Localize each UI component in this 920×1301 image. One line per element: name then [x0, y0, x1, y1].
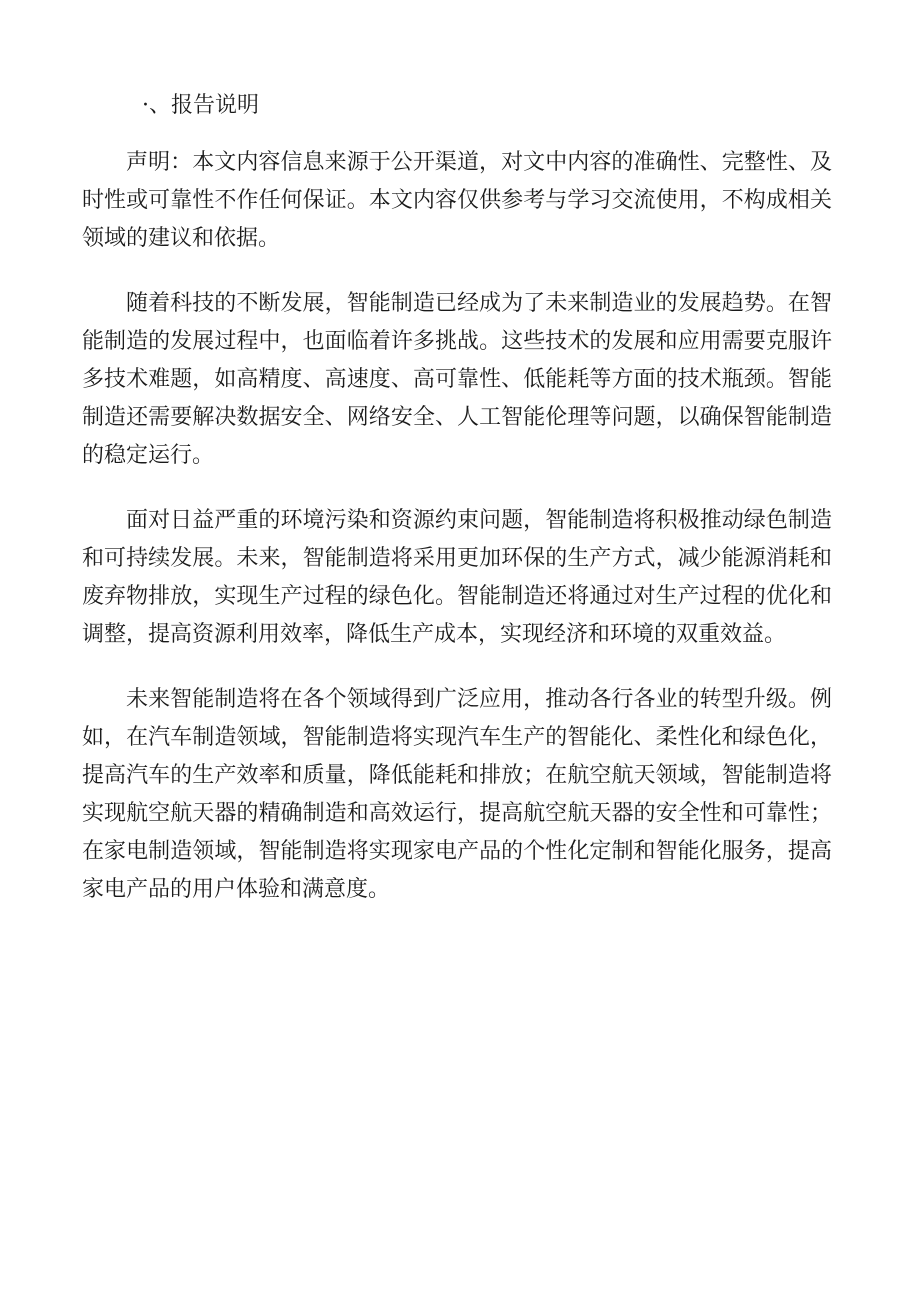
disclaimer-paragraph: 声明：本文内容信息来源于公开渠道，对文中内容的准确性、完整性、及时性或可靠性不作任何保证。本文内容仅供参考与学习交流使用，不构成相关领域的建议和依据。: [82, 150, 832, 251]
body-paragraph-applications: 未来智能制造将在各个领域得到广泛应用，推动各行各业的转型升级。例如，在汽车制造领域，智能制造将实现汽车生产的智能化、柔性化和绿色化，提高汽车的生产效率和质量，降低能耗和排放；在航空航天领域，智能制造将实现航空航天器的精确制造和高效运行，提高航空航天器的安全性和可靠性；在家电制造领域，智能制造将实现家电产品的个性化定制和智能化服务，提高家电产品的用户体验和满意度。: [82, 687, 832, 902]
body-paragraph-challenges: 随着科技的不断发展，智能制造已经成为了未来制造业的发展趋势。在智能制造的发展过程中，也面临着许多挑战。这些技术的发展和应用需要克服许多技术难题，如高精度、高速度、高可靠性、低能耗等方面的技术瓶颈。智能制造还需要解决数据安全、网络安全、人工智能伦理等问题，以确保智能制造的稳定运行。: [82, 291, 832, 468]
document-body: [82, 84, 832, 935]
section-heading: ·、报告说明: [142, 93, 259, 118]
body-paragraph-green-manufacturing: 面对日益严重的环境污染和资源约束问题，智能制造将积极推动绿色制造和可持续发展。未来，智能制造将采用更加环保的生产方式，减少能源消耗和废弃物排放，实现生产过程的绿色化。智能制造还将通过对生产过程的优化和调整，提高资源利用效率，降低生产成本，实现经济和环境的双重效益。: [82, 508, 832, 647]
